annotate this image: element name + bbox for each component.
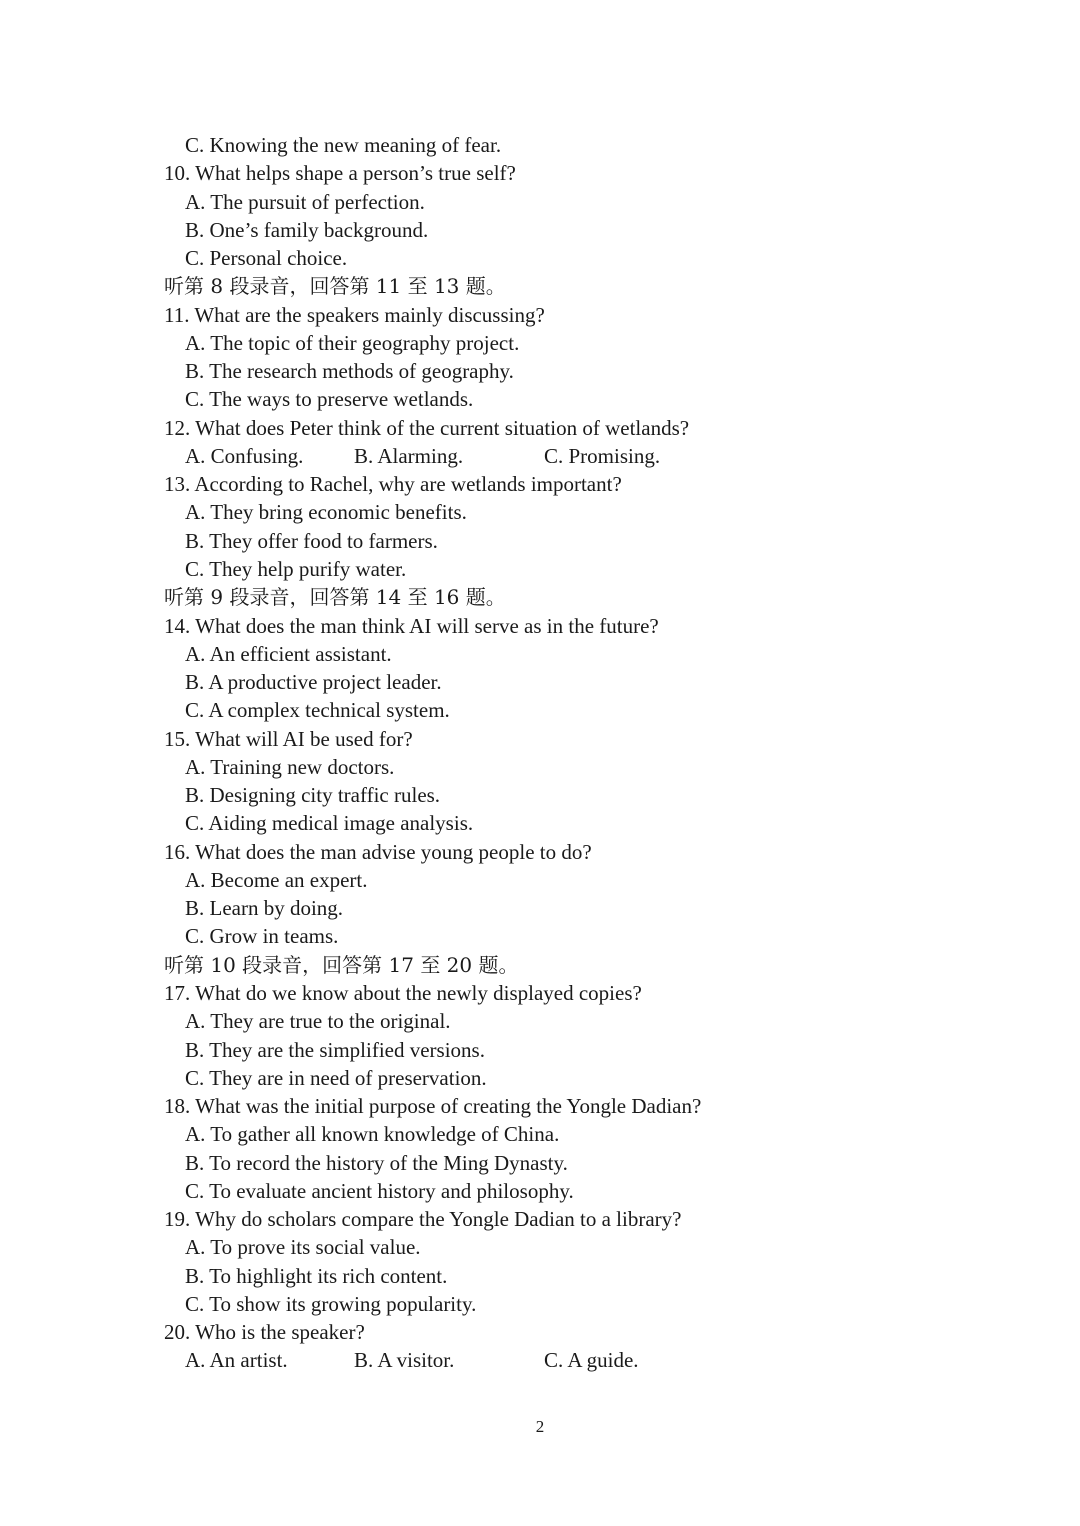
answer-option: C. They are in need of preservation. — [185, 1065, 487, 1090]
answer-option: B. They are the simplified versions. — [185, 1037, 485, 1062]
answer-option: B. They offer food to farmers. — [185, 528, 438, 553]
answer-option: A. Become an expert. — [185, 867, 368, 892]
answer-option: A. Confusing. — [185, 443, 304, 468]
section-instruction: 听第 10 段录音，回答第 17 至 20 题。 — [164, 952, 519, 977]
answer-option: C. Personal choice. — [185, 246, 348, 271]
answer-option: A. They bring economic benefits. — [185, 500, 467, 525]
question-stem: 14. What does the man think AI will serve as in the future? — [164, 613, 659, 638]
answer-option: C. To evaluate ancient history and philosophy. — [185, 1178, 574, 1203]
answer-option: B. Designing city traffic rules. — [185, 783, 441, 808]
answer-option: B. A productive project leader. — [185, 670, 442, 695]
answer-option: A. An artist. — [185, 1348, 288, 1373]
question-stem: 20. Who is the speaker? — [164, 1320, 365, 1345]
answer-option: B. To record the history of the Ming Dynasty. — [185, 1150, 568, 1175]
answer-option: C. Grow in teams. — [185, 924, 339, 949]
answer-option: A. The topic of their geography project. — [185, 330, 520, 355]
inline-options-row — [164, 1346, 1044, 1374]
question-stem: 17. What do we know about the newly displayed copies? — [164, 980, 642, 1005]
question-list — [164, 131, 1044, 1375]
answer-option: C. A complex technical system. — [185, 698, 450, 723]
question-stem: 16. What does the man advise young people to do? — [164, 839, 592, 864]
question-stem: 15. What will AI be used for? — [164, 726, 413, 751]
answer-option: B. The research methods of geography. — [185, 359, 514, 384]
answer-option: C. Promising. — [544, 443, 661, 468]
page-number: 2 — [535, 1417, 545, 1436]
answer-option: A. To prove its social value. — [185, 1235, 421, 1260]
answer-option: C. Knowing the new meaning of fear. — [185, 133, 502, 157]
question-stem: 12. What does Peter think of the current situation of wetlands? — [164, 415, 690, 440]
answer-option: C. Aiding medical image analysis. — [185, 811, 474, 836]
answer-option: B. A visitor. — [354, 1348, 455, 1373]
answer-option: C. A guide. — [544, 1348, 639, 1373]
answer-option: B. One’s family background. — [185, 217, 429, 242]
question-stem: 13. According to Rachel, why are wetlands important? — [164, 472, 622, 497]
answer-option: A. Training new doctors. — [185, 754, 395, 779]
answer-option: C. To show its growing popularity. — [185, 1291, 477, 1316]
question-stem: 19. Why do scholars compare the Yongle Dadian to a library? — [164, 1207, 682, 1232]
section-instruction: 听第 9 段录音，回答第 14 至 16 题。 — [164, 585, 506, 610]
answer-option: A. An efficient assistant. — [185, 641, 392, 666]
question-stem: 11. What are the speakers mainly discussing? — [164, 302, 545, 327]
inline-options-row — [164, 442, 1044, 470]
question-stem: 18. What was the initial purpose of creating the Yongle Dadian? — [164, 1094, 702, 1119]
answer-option: C. They help purify water. — [185, 556, 407, 581]
answer-option: B. To highlight its rich content. — [185, 1263, 448, 1288]
question-stem: 10. What helps shape a person’s true self? — [164, 161, 516, 186]
section-instruction: 听第 8 段录音，回答第 11 至 13 题。 — [164, 274, 506, 299]
answer-option: A. To gather all known knowledge of China. — [185, 1122, 560, 1147]
answer-option: C. The ways to preserve wetlands. — [185, 387, 474, 412]
answer-option: A. The pursuit of perfection. — [185, 189, 425, 214]
answer-option: B. Learn by doing. — [185, 896, 344, 921]
answer-option: B. Alarming. — [354, 443, 464, 468]
answer-option: A. They are true to the original. — [185, 1009, 451, 1034]
